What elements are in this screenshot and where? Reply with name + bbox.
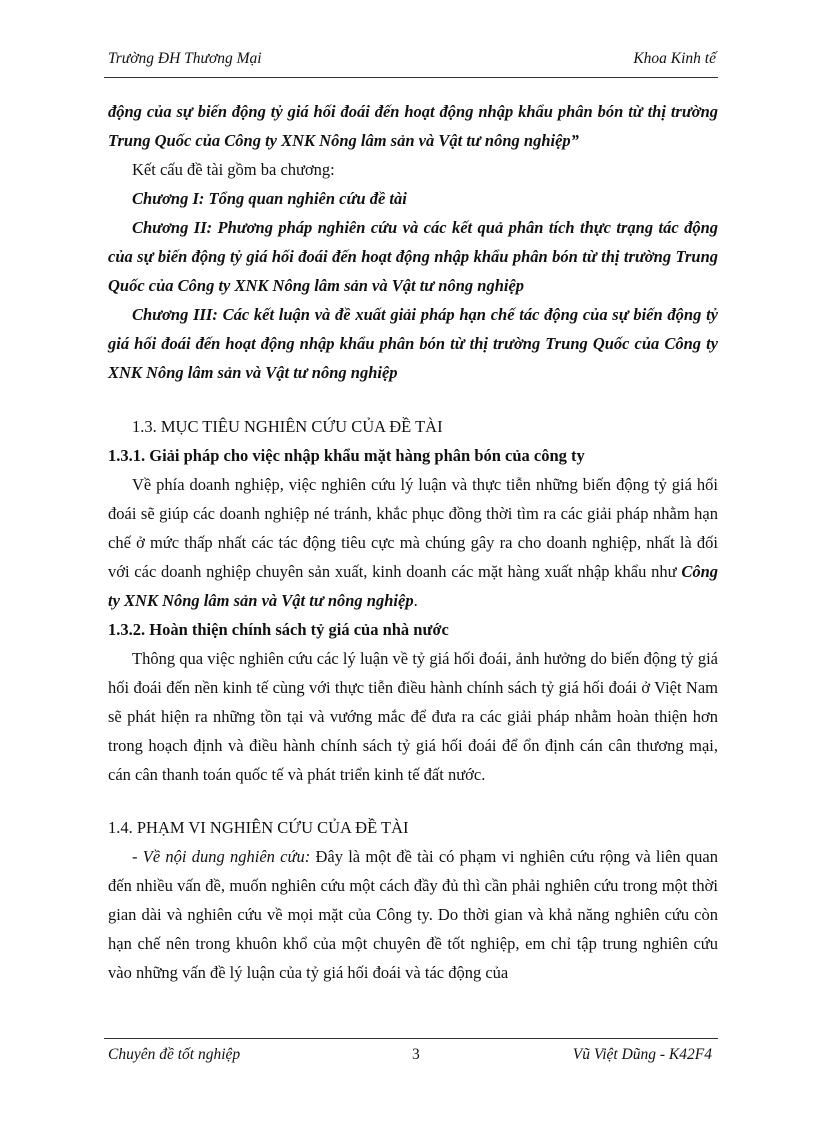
chapter-1: Chương I: Tổng quan nghiên cứu đề tài	[132, 189, 407, 208]
chapter-3: Chương III: Các kết luận và đề xuất giải pháp hạn chế tác động của sự biến động tỷ giá hối đoái đến hoạt động nhập khẩu phân bón từ thị trường Trung Quốc của Công ty XNK Nông lâm sản và Vật tư nông nghiệp	[108, 305, 718, 382]
section-1-3-2-text: Thông qua việc nghiên cứu các lý luận về tỷ giá hối đoái, ảnh hưởng do biến động tỷ giá hối đoái đến nền kinh tế cùng với thực tiễn điều hành chính sách tỷ giá hối đoái ở Việt Nam sẽ phát hiện ra những tồn tại và vướng mắc để đưa ra các giải pháp nhằm hoàn thiện hơn trong hoạch định và điều hành chính sách tỷ giá hối đoái để ổn định cán cân thương mại, cán cân thanh toán quốc tế và phát triển kinh tế đất nước.	[108, 649, 718, 784]
scope-content-text: Đây là một đề tài có phạm vi nghiên cứu rộng và liên quan đến nhiều vấn đề, muốn nghiên cứu một cách đầy đủ thì cần phải nghiên cứu trong một thời gian dài và nghiên cứu về mọi mặt của Công ty. Do thời gian và khả năng nghiên cứu còn hạn chế nên trong khuôn khổ của một chuyên đề tốt nghiệp, em chỉ tập trung nghiên cứu vào những vấn đề lý luận của tỷ giá hối đoái và tác động của	[108, 847, 718, 982]
structure-intro: Kết cấu đề tài gồm ba chương:	[132, 160, 335, 179]
section-1-3-1-body: Về phía doanh nghiệp, việc nghiên cứu lý luận và thực tiễn những biến động tỷ giá hối đoái sẽ giúp các doanh nghiệp né tránh, khắc phục đồng thời tìm ra các giải pháp nhằm hạn chế ở mức thấp nhất các tác động tiêu cực mà chúng gây ra cho doanh nghiệp, nhất là đối với các doanh nghiệp chuyên sản xuất, kinh doanh các mặt hàng xuất nhập khẩu như	[108, 475, 718, 581]
section-1-3-1-text	[108, 470, 718, 615]
header-faculty: Khoa Kinh tế	[633, 50, 716, 67]
period: .	[413, 591, 418, 610]
section-1-4-text	[108, 842, 718, 987]
footer-doc-type: Chuyên đề tốt nghiệp	[108, 1046, 241, 1063]
section-1-3-1-heading: 1.3.1. Giải pháp cho việc nhập khẩu mặt hàng phân bón của công ty	[108, 446, 585, 465]
footer-author: Vũ Việt Dũng - K42F4	[572, 1046, 712, 1063]
page-body	[108, 97, 718, 987]
page-footer	[108, 1046, 716, 1070]
header-school: Trường ĐH Thương Mại	[108, 50, 262, 67]
page-number: 3	[412, 1046, 420, 1063]
company-name-emphasis: Công ty XNK Nông lâm sản và Vật tư nông nghiệp	[108, 562, 718, 610]
scope-content-label: - Về nội dung nghiên cứu:	[132, 847, 311, 866]
footer-rule	[104, 1038, 718, 1039]
section-1-3-heading: 1.3. MỤC TIÊU NGHIÊN CỨU CỦA ĐỀ TÀI	[132, 417, 443, 436]
thesis-title-continued: động của sự biến động tỷ giá hối đoái đến hoạt động nhập khẩu phân bón từ thị trường Trung Quốc của Công ty XNK Nông lâm sản và Vật tư nông nghiệp”	[108, 102, 718, 150]
header-rule	[104, 77, 718, 78]
chapter-2: Chương II: Phương pháp nghiên cứu và các kết quả phân tích thực trạng tác động của sự biến động tỷ giá hối đoái đến hoạt động nhập khẩu phân bón từ thị trường Trung Quốc của Công ty XNK Nông lâm sản và Vật tư nông nghiệp	[108, 218, 718, 295]
page-header	[108, 50, 716, 74]
section-1-3-2-heading: 1.3.2. Hoàn thiện chính sách tỷ giá của nhà nước	[108, 620, 449, 639]
section-1-4-heading: 1.4. PHẠM VI NGHIÊN CỨU CỦA ĐỀ TÀI	[108, 818, 409, 837]
